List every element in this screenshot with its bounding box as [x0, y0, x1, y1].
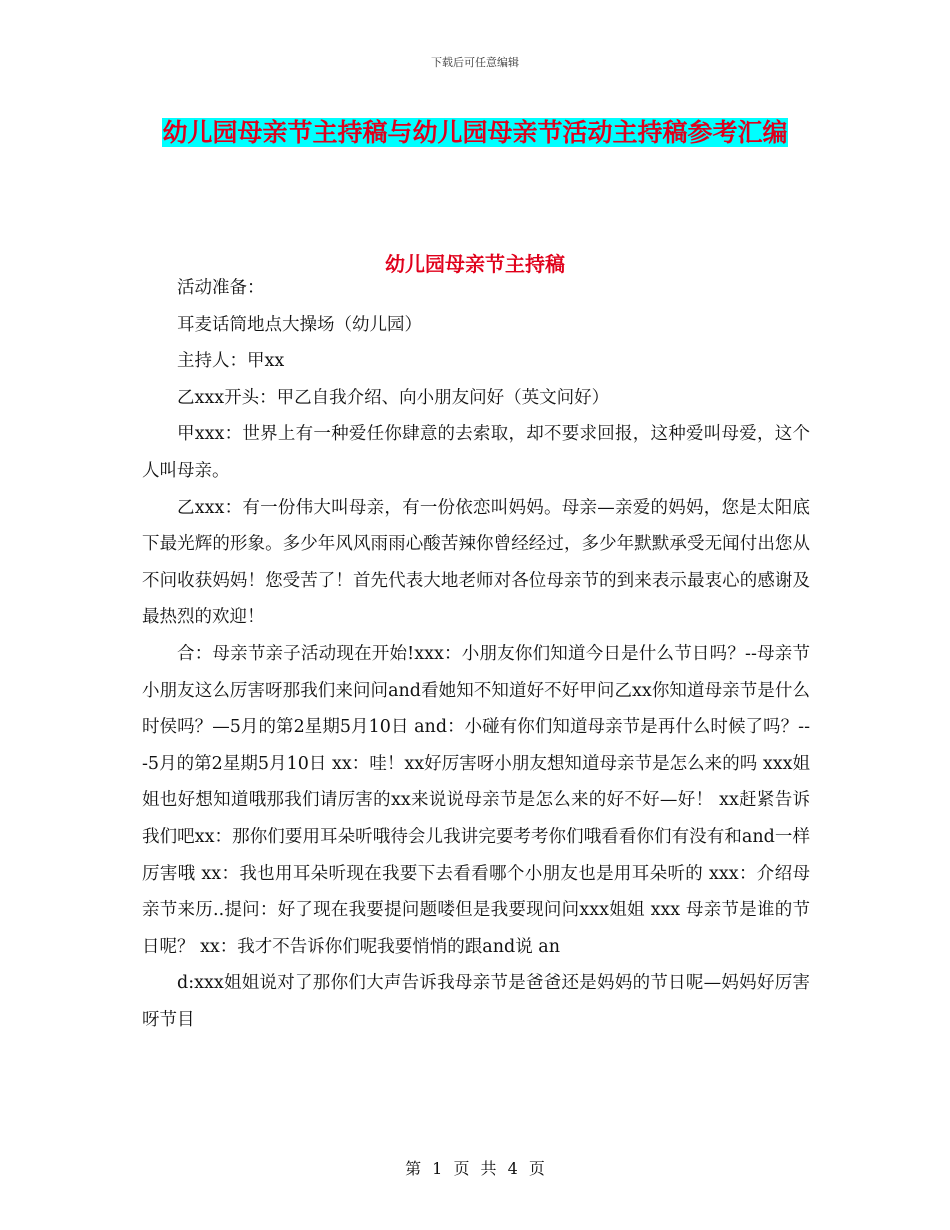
paragraph: 活动准备：: [177, 278, 265, 298]
document-body: [142, 270, 810, 1038]
section-title: 幼儿园母亲节主持稿: [385, 252, 565, 276]
page-footer: 第 1 页 共 4 页: [405, 1159, 545, 1178]
document-title-text: 幼儿园母亲节主持稿与幼儿园母亲节活动主持稿参考汇编: [162, 118, 788, 147]
document-title: [140, 112, 810, 154]
paragraph: 耳麦话筒地点大操场（幼儿园）: [177, 314, 422, 335]
paragraph: 乙xxx开头：甲乙自我介绍、向小朋友问好（英文问好）: [177, 387, 610, 408]
paragraph: 主持人：甲xx: [177, 351, 285, 372]
paragraph: 乙xxx：有一份伟大叫母亲，有一份依恋叫妈妈。母亲—亲爱的妈妈，您是太阳底下最光辉的形象。多少年风风雨雨心酸苦辣你曾经经过，多少年默默承受无闻付出您从不问收获妈妈！您受苦了！首先代表大地老师对各位母亲节的到来表示最衷心的感谢及最热烈的欢迎！: [142, 497, 810, 628]
paragraph: 甲xxx：世界上有一种爱任你肆意的去索取，却不要求回报，这种爱叫母爱，这个人叫母亲。: [142, 424, 810, 481]
page-header: 下载后可任意编辑: [431, 56, 519, 69]
paragraph: 合：母亲节亲子活动现在开始!xxx：小朋友你们知道今日是什么节日吗？--母亲节小朋友这么厉害呀那我们来问问and看她知不知道好不好甲问乙xx你知道母亲节是什么时侯吗？—5月的第2星期5月10日 and：小碰有你们知道母亲节是再什么时候了吗？---5月的第2星期5月10日 xx：哇！xx好厉害呀小朋友想知道母亲节是怎么来的吗 xxx姐姐也好想知道哦那我们请厉害的xx来说说母亲节是怎么来的好不好—好！ xx赶紧告诉我们吧xx：那你们要用耳朵听哦待会儿我讲完要考考你们哦看看你们有没有和and一样厉害哦 xx：我也用耳朵听现在我要下去看看哪个小朋友也是用耳朵听的 xxx：介绍母亲节来历..提问：好了现在我要提问题喽但是我要现问问xxx姐姐 xxx 母亲节是谁的节日呢？ xx：我才不告诉你们呢我要悄悄的跟and说 an: [142, 643, 810, 957]
paragraph: d:xxx姐姐说对了那你们大声告诉我母亲节是爸爸还是妈妈的节日呢—妈妈好厉害呀节目: [142, 973, 810, 1030]
